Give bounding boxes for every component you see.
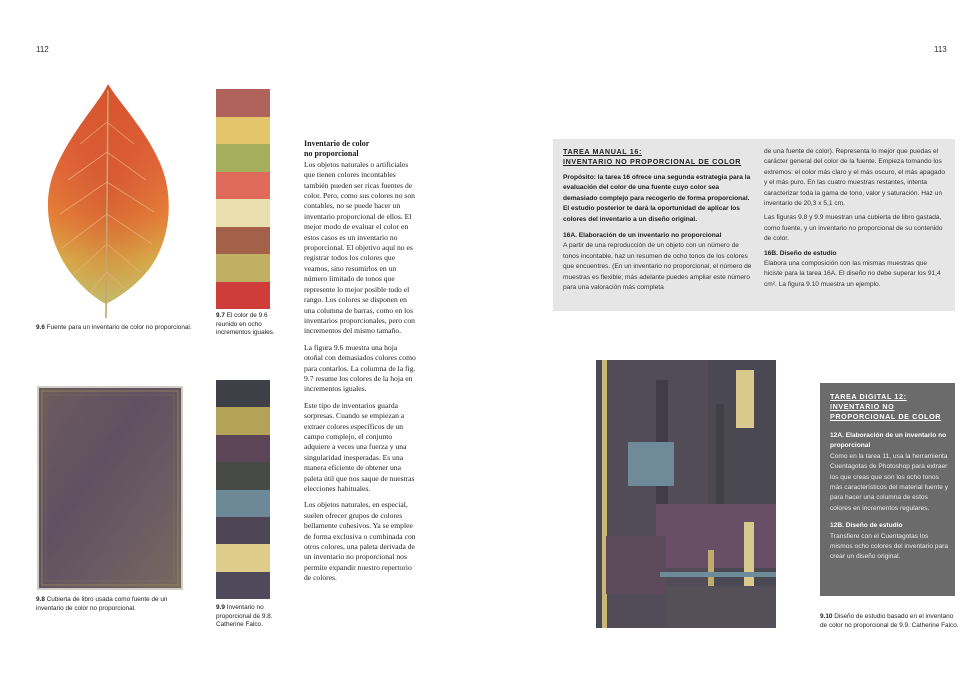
- color-swatch: [216, 462, 270, 489]
- task-16a-text: A partir de una reproducción de un objeto con un número de tonos incontable, haz un resumen de ocho tonos de los colores que encuentres. (En un inventario no proporcional, el número de muestras es flexible; más adelante puedes ampliar este número para una valoración más completa: [563, 242, 752, 292]
- article-title: Inventario de color no proporcional: [304, 139, 370, 159]
- article-paragraph: La figura 9.6 muestra una hoja otoñal con demasiados colores como para contarlos. La columna de la fig. 9.7 resume los colores de la hoja en incrementos iguales.: [304, 342, 416, 394]
- figure-caption-9-10: 9.10 Diseño de estudio basado en el inventario de color no proporcional de 9.9. Catherine Falco.: [820, 613, 959, 629]
- task-12b-text: Transfiere con el Cuentagotas los mismos ocho colores del inventario para crear un diseño original.: [830, 532, 949, 561]
- color-swatch: [216, 144, 270, 172]
- figure-caption-9-7: 9.7 El color de 9.6 reunido en ocho incrementos iguales.: [216, 312, 275, 337]
- digital-task-title: TAREA DIGITAL 12: INVENTARIO NO PROPORCIONAL DE COLOR: [830, 392, 942, 421]
- color-swatch: [216, 517, 270, 544]
- autumn-leaf-image: [40, 82, 176, 322]
- figure-caption-9-8: 9.8 Cubierta de libro usada como fuente de un inventario de color no proporcional.: [36, 596, 168, 612]
- manual-task-left-column: [563, 147, 753, 293]
- article-text: [304, 139, 418, 590]
- book-cover-image: [37, 386, 183, 590]
- color-swatch: [216, 380, 270, 407]
- task-16a-text-continued: de una fuente de color). Representa lo mejor que puedas el carácter general del color de la fuente. Empieza tomando los extremos: el color más claro y el más oscuro, el más apagado y el más puro. En las cuatro muestras restantes, intenta caracterizar toda la gama de tono, valor y saturación. Haz un inventario de 20,3 x 5,1 cm.: [764, 148, 946, 208]
- color-swatch: [216, 407, 270, 434]
- color-swatch: [216, 227, 270, 255]
- article-paragraph: Los objetos naturales, en especial, suelen ofrecer grupos de colores bellamente cohesivos. Ya se emplee de forma exclusiva o combinada con otros colores, una paleta derivada de un inventario no proporcional nos permite expandir nuestro repertorio de colores.: [304, 500, 416, 583]
- color-swatch: [216, 172, 270, 200]
- task-16b-text: Elabora una composición con las mismas muestras que hiciste para la tarea 16A. El diseño no debe superar los 91,4 cm². La figura 9.10 muestra un ejemplo.: [764, 260, 941, 288]
- task-16a-heading: 16A. Elaboración de un inventario no proporcional: [563, 232, 722, 240]
- task-12a-heading: 12A. Elaboración de un inventario no proporcional: [830, 432, 947, 450]
- color-swatch: [216, 544, 270, 571]
- page-number-left: 112: [36, 45, 49, 54]
- color-swatch: [216, 572, 270, 599]
- article-paragraph: Los objetos naturales o artificiales que tienen colores incontables también pueden ser ricas fuentes de color. Pero, como sus colores no son contables, no se puede hacer un inventario proporcional de ellos. El mejor modo de evaluar el color en estos casos es un inventario no proporcional. El objetivo aquí no es registrar todos los colores que veamos, sino resumirlos en un número limitado de tonos que represente lo mejor posible todo el rango. Los colores se disponen en una columna de barras, como en los inventarios proporcionales, pero con incrementos del mismo tamaño.: [304, 159, 415, 336]
- task-12b-heading: 12B. Diseño de estudio: [830, 522, 903, 530]
- color-swatch: [216, 199, 270, 227]
- color-swatch: [216, 117, 270, 145]
- color-swatch: [216, 282, 270, 310]
- study-design-image: [596, 360, 776, 628]
- color-swatch: [216, 254, 270, 282]
- task-16b-heading: 16B. Diseño de estudio: [764, 249, 837, 257]
- manual-task-right-column: [764, 147, 946, 290]
- article-paragraph: Este tipo de inventarios guarda sorpresas. Cuando se empiezan a extraer colores específicos de un campo complejo, el conjunto adquiere a veces una fuerza y una singularidad inesperadas. Es una manera eficiente de obtener una paleta útil que nos saque de nuestras elecciones habituales.: [304, 400, 415, 493]
- task-12a-text: Como en la tarea 11, usa la herramienta Cuentagotas de Photoshop para extraer los que creas que son los ocho tonos más característicos del material fuente y para hacer una columna de estos colores en incrementos regulares.: [830, 452, 949, 512]
- page-number-right: 113: [934, 45, 947, 54]
- manual-task-box: [553, 139, 955, 311]
- color-inventory-9-7: [216, 89, 270, 309]
- manual-task-purpose: Propósito: la tarea 16 ofrece una segunda estrategia para la evaluación del color de una fuente cuyo color sea demasiado complejo para recogerlo de forma proporcional. El estudio posterior te dará la oportunidad de aplicar los colores del inventario a un diseño original.: [563, 174, 751, 223]
- figure-caption-9-6: 9.6 Fuente para un inventario de color no proporcional.: [36, 324, 192, 331]
- color-swatch: [216, 89, 270, 117]
- color-swatch: [216, 490, 270, 517]
- figure-caption-9-9: 9.9 Inventario no proporcional de 9.8. Catherine Falco.: [216, 604, 273, 629]
- digital-task-box: [820, 383, 955, 596]
- task-16a-figures-note: Las figuras 9.8 y 9.9 muestran una cubierta de libro gastada, como fuente, y un inventario no proporcional de su contenido de color.: [764, 214, 943, 243]
- color-inventory-9-9: [216, 380, 270, 599]
- color-swatch: [216, 435, 270, 462]
- manual-task-title: TAREA MANUAL 16: INVENTARIO NO PROPORCIONAL DE COLOR: [563, 147, 742, 166]
